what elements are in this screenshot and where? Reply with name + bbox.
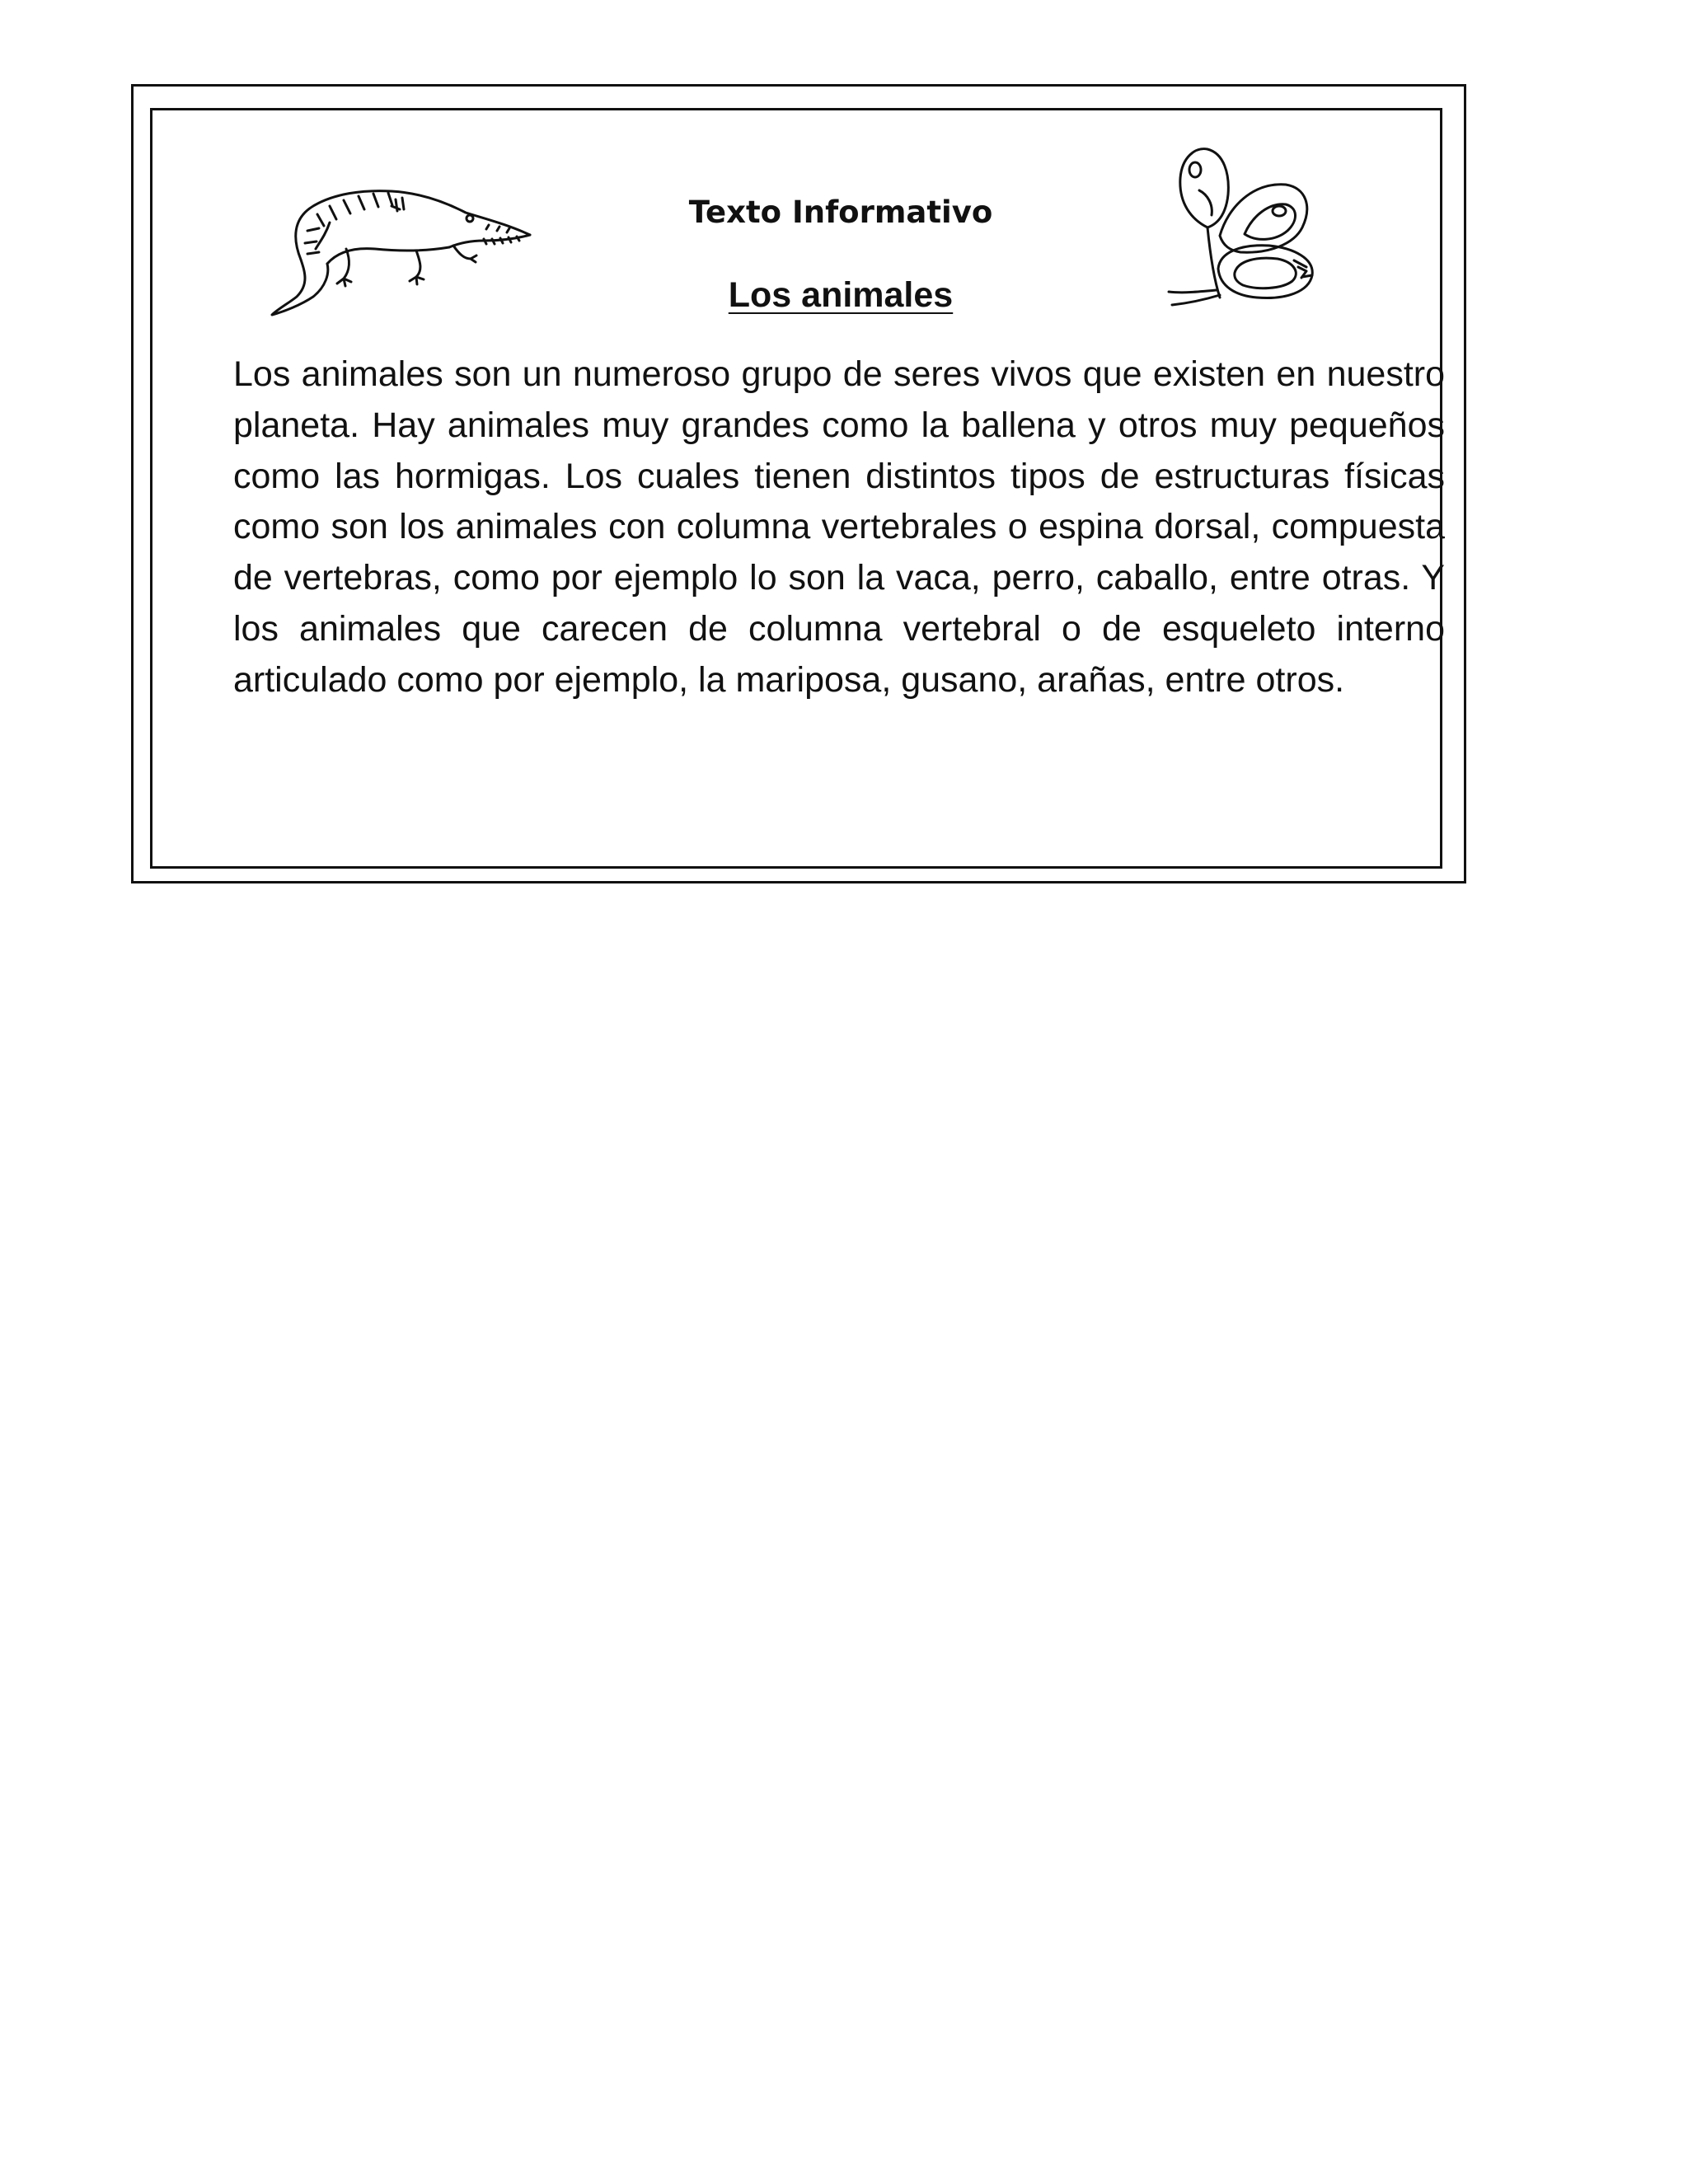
document-subtitle: Los animales — [728, 275, 954, 315]
crocodile-icon — [268, 173, 536, 317]
butterfly-icon — [1162, 145, 1319, 310]
document-title: Texto Informativo — [688, 194, 993, 230]
body-paragraph: Los animales son un numeroso grupo de seres vivos que existen en nuestro planeta. Hay animales muy grandes como la ballena y otros muy pequeños como las hormigas. Los cuales tienen distintos tipos de estructuras físicas como son los animales con columna vertebrales o espina dorsal, compuesta de vertebras, como por ejemplo lo son la vaca, perro, caballo, entre otras. Y los animales que carecen de columna vertebral o de esqueleto interno articulado como por ejemplo, la mariposa, gusano, arañas, entre otros. — [233, 354, 1445, 700]
